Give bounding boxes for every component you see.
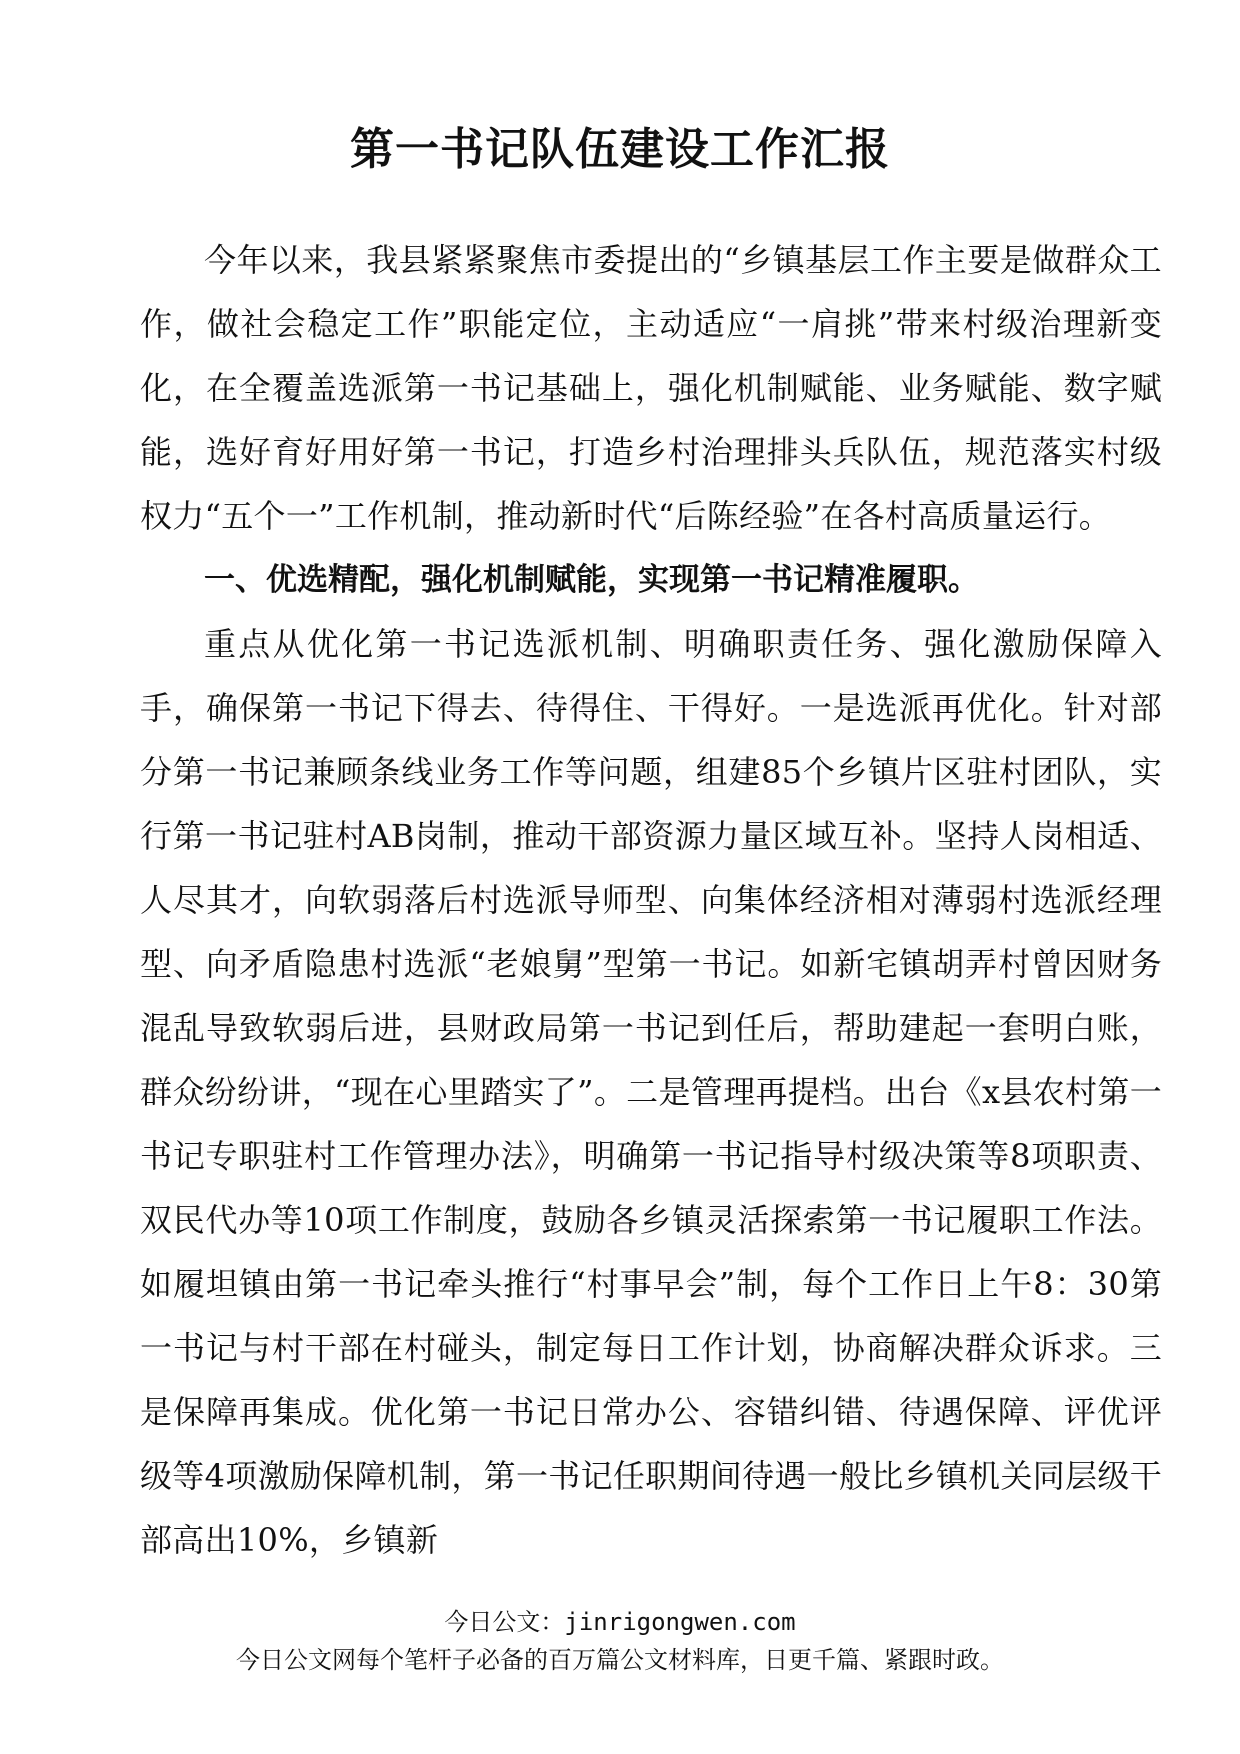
document-body (140, 228, 1162, 1572)
footer-slogan: 今日公文网每个笔杆子必备的百万篇公文材料库，日更千篇、紧跟时政。 (236, 1646, 1004, 1674)
footer-site-url[interactable]: jinrigongwen.com (564, 1608, 796, 1636)
section-heading: 一、优选精配，强化机制赋能，实现第一书记精准履职。 (204, 562, 979, 598)
footer-site-line (0, 1602, 1240, 1637)
document-title: 第一书记队伍建设工作汇报 (350, 124, 890, 175)
footer-site-label: 今日公文： (444, 1608, 565, 1636)
section-paragraph: 重点从优化第一书记选派机制、明确职责任务、强化激励保障入手，确保第一书记下得去、待得住、干得好。一是选派再优化。针对部分第一书记兼顾条线业务工作等问题，组建85个乡镇片区驻村团队，实行第一书记驻村AB岗制，推动干部资源力量区域互补。坚持人岗相适、人尽其才，向软弱落后村选派导师型、向集体经济相对薄弱村选派经理型、向矛盾隐患村选派“老娘舅”型第一书记。如新宅镇胡弄村曾因财务混乱导致软弱后进，县财政局第一书记到任后，帮助建起一套明白账，群众纷纷讲，“现在心里踏实了”。二是管理再提档。出台《x县农村第一书记专职驻村工作管理办法》，明确第一书记指导村级决策等8项职责、双民代办等10项工作制度，鼓励各乡镇灵活探索第一书记履职工作法。如履坦镇由第一书记牵头推行“村事早会”制，每个工作日上午8：30第一书记与村干部在村碰头，制定每日工作计划，协商解决群众诉求。三是保障再集成。优化第一书记日常办公、容错纠错、待遇保障、评优评级等4项激励保障机制，第一书记任职期间待遇一般比乡镇机关同层级干部高出10%，乡镇新 (140, 625, 1162, 1559)
intro-paragraph: 今年以来，我县紧紧聚焦市委提出的“乡镇基层工作主要是做群众工作，做社会稳定工作”职能定位，主动适应“一肩挑”带来村级治理新变化，在全覆盖选派第一书记基础上，强化机制赋能、业务赋能、数字赋能，选好育好用好第一书记，打造乡村治理排头兵队伍，规范落实村级权力“五个一”工作机制，推动新时代“后陈经验”在各村高质量运行。 (140, 241, 1162, 535)
